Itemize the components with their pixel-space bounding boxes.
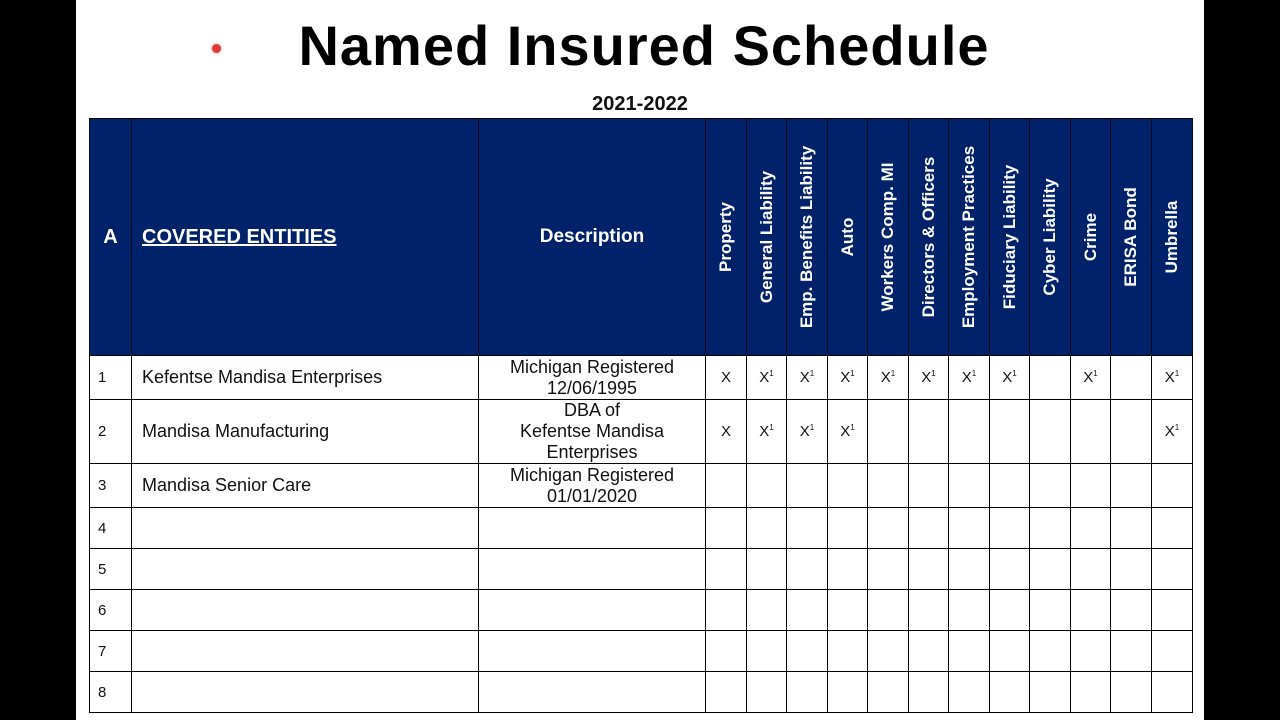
row-number: 7 xyxy=(90,631,132,672)
coverage-mark xyxy=(909,549,949,590)
coverage-mark xyxy=(949,464,990,508)
coverage-mark xyxy=(949,631,990,672)
entity-name xyxy=(132,672,479,713)
coverage-mark xyxy=(1152,590,1193,631)
coverage-mark xyxy=(949,590,990,631)
coverage-mark xyxy=(949,672,990,713)
header-description: Description xyxy=(479,119,706,356)
coverage-mark xyxy=(1152,672,1193,713)
coverage-mark xyxy=(828,549,868,590)
header-coverage-erisa-bond xyxy=(1111,119,1152,356)
coverage-mark xyxy=(1030,464,1071,508)
coverage-mark xyxy=(706,672,747,713)
coverage-mark: $X^1$ xyxy=(828,356,868,400)
entity-description xyxy=(479,631,706,672)
entity-name xyxy=(132,631,479,672)
table-row xyxy=(90,590,1193,631)
coverage-mark xyxy=(1111,508,1152,549)
coverage-mark: $X^1$ xyxy=(787,356,828,400)
coverage-label: Crime xyxy=(1080,212,1100,262)
coverage-mark xyxy=(747,508,787,549)
coverage-mark xyxy=(1071,590,1111,631)
coverage-mark xyxy=(990,464,1030,508)
entity-description xyxy=(479,508,706,549)
coverage-mark: $X^1$ xyxy=(747,356,787,400)
coverage-mark xyxy=(1111,356,1152,400)
coverage-mark xyxy=(868,508,909,549)
table-row xyxy=(90,549,1193,590)
entity-name xyxy=(132,508,479,549)
header-coverage-emp-benefits-liability xyxy=(787,119,828,356)
coverage-mark: $X^1$ xyxy=(1071,356,1111,400)
header-coverage-property xyxy=(706,119,747,356)
header-coverage-fiduciary-liability xyxy=(990,119,1030,356)
coverage-mark: $X^1$ xyxy=(909,356,949,400)
coverage-mark: $X^1$ xyxy=(787,400,828,464)
coverage-mark xyxy=(949,549,990,590)
insured-schedule-table xyxy=(89,118,1193,713)
coverage-mark xyxy=(868,672,909,713)
coverage-mark xyxy=(868,464,909,508)
coverage-mark: X xyxy=(706,400,747,464)
document-page xyxy=(76,0,1204,720)
header-coverage-workers-comp-mi xyxy=(868,119,909,356)
coverage-mark xyxy=(990,672,1030,713)
header-covered-entities: COVERED ENTITIES xyxy=(132,119,479,356)
coverage-mark xyxy=(1071,672,1111,713)
entity-description xyxy=(479,672,706,713)
coverage-mark xyxy=(990,508,1030,549)
entity-name: Mandisa Senior Care xyxy=(132,464,479,508)
table-row xyxy=(90,356,1193,400)
page-title: Named Insured Schedule xyxy=(298,14,990,77)
coverage-mark xyxy=(1030,356,1071,400)
table-row xyxy=(90,631,1193,672)
entity-name xyxy=(132,549,479,590)
coverage-mark xyxy=(909,464,949,508)
entity-description: Michigan Registered 01/01/2020 xyxy=(479,464,706,508)
header-a: A xyxy=(90,119,132,356)
coverage-mark xyxy=(1071,400,1111,464)
coverage-label: Directors & Officers xyxy=(918,156,938,318)
table-row xyxy=(90,672,1193,713)
coverage-mark xyxy=(828,464,868,508)
table-row xyxy=(90,400,1193,464)
coverage-mark xyxy=(828,508,868,549)
coverage-mark xyxy=(787,672,828,713)
coverage-mark xyxy=(706,631,747,672)
coverage-mark xyxy=(747,464,787,508)
coverage-mark xyxy=(747,672,787,713)
coverage-mark: $X^1$ xyxy=(828,400,868,464)
coverage-mark xyxy=(787,549,828,590)
year-label: 2021-2022 xyxy=(592,93,688,115)
coverage-mark xyxy=(868,549,909,590)
header-coverage-cyber-liability xyxy=(1030,119,1071,356)
coverage-mark xyxy=(787,464,828,508)
coverage-mark xyxy=(1030,508,1071,549)
coverage-mark xyxy=(1152,631,1193,672)
coverage-mark xyxy=(1111,631,1152,672)
coverage-mark xyxy=(909,590,949,631)
coverage-mark xyxy=(949,400,990,464)
coverage-label: Auto xyxy=(837,217,857,257)
entity-description: Michigan Registered 12/06/1995 xyxy=(479,356,706,400)
coverage-mark xyxy=(909,631,949,672)
row-number: 2 xyxy=(90,400,132,464)
coverage-mark: X xyxy=(706,356,747,400)
coverage-mark xyxy=(868,631,909,672)
coverage-mark xyxy=(1071,464,1111,508)
coverage-mark: $X^1$ xyxy=(1152,400,1193,464)
coverage-mark xyxy=(1111,549,1152,590)
coverage-mark: $X^1$ xyxy=(949,356,990,400)
coverage-mark xyxy=(787,590,828,631)
coverage-mark xyxy=(1111,590,1152,631)
coverage-mark xyxy=(909,400,949,464)
coverage-mark xyxy=(990,590,1030,631)
coverage-label: Fiduciary Liability xyxy=(999,164,1019,310)
coverage-mark xyxy=(706,464,747,508)
table-row xyxy=(90,508,1193,549)
coverage-mark xyxy=(706,549,747,590)
header-coverage-employment-practices xyxy=(949,119,990,356)
entity-description xyxy=(479,590,706,631)
coverage-mark xyxy=(990,549,1030,590)
coverage-mark xyxy=(949,508,990,549)
coverage-mark xyxy=(1071,549,1111,590)
row-number: 4 xyxy=(90,508,132,549)
coverage-label: Cyber Liability xyxy=(1040,178,1059,296)
entity-name xyxy=(132,590,479,631)
coverage-mark xyxy=(787,508,828,549)
coverage-mark xyxy=(1111,400,1152,464)
entity-description: DBA of Kefentse Mandisa Enterprises xyxy=(479,400,706,464)
coverage-mark xyxy=(909,672,949,713)
header-row xyxy=(90,119,1193,356)
coverage-mark xyxy=(1152,464,1193,508)
row-number: 8 xyxy=(90,672,132,713)
coverage-label: ERISA Bond xyxy=(1121,187,1140,287)
coverage-label: Workers Comp. MI xyxy=(878,162,897,312)
coverage-mark: $X^1$ xyxy=(868,356,909,400)
entity-description xyxy=(479,549,706,590)
coverage-label: Umbrella xyxy=(1162,200,1181,274)
coverage-mark xyxy=(1071,508,1111,549)
coverage-mark xyxy=(1030,672,1071,713)
coverage-mark xyxy=(1030,590,1071,631)
coverage-mark: $X^1$ xyxy=(747,400,787,464)
header-coverage-umbrella xyxy=(1152,119,1193,356)
coverage-mark xyxy=(1071,631,1111,672)
coverage-mark xyxy=(868,590,909,631)
coverage-mark xyxy=(706,590,747,631)
coverage-mark xyxy=(1152,508,1193,549)
row-number: 5 xyxy=(90,549,132,590)
coverage-label: General Liability xyxy=(756,170,776,304)
row-number: 3 xyxy=(90,464,132,508)
coverage-mark xyxy=(747,590,787,631)
coverage-mark xyxy=(747,549,787,590)
coverage-mark xyxy=(1111,464,1152,508)
coverage-mark xyxy=(828,631,868,672)
coverage-mark xyxy=(706,508,747,549)
coverage-mark xyxy=(909,508,949,549)
coverage-label: Employment Practices xyxy=(959,145,978,329)
row-number: 1 xyxy=(90,356,132,400)
coverage-mark: $X^1$ xyxy=(990,356,1030,400)
coverage-mark xyxy=(990,631,1030,672)
coverage-mark xyxy=(1111,672,1152,713)
coverage-mark: $X^1$ xyxy=(1152,356,1193,400)
entity-name: Kefentse Mandisa Enterprises xyxy=(132,356,479,400)
header-coverage-crime xyxy=(1071,119,1111,356)
coverage-label: Property xyxy=(716,202,735,272)
coverage-mark xyxy=(990,400,1030,464)
header-coverage-directors-officers xyxy=(909,119,949,356)
coverage-mark xyxy=(1030,549,1071,590)
coverage-mark xyxy=(868,400,909,464)
coverage-mark xyxy=(747,631,787,672)
row-number: 6 xyxy=(90,590,132,631)
header-coverage-auto xyxy=(828,119,868,356)
table-row xyxy=(90,464,1193,508)
coverage-mark xyxy=(1152,549,1193,590)
coverage-mark xyxy=(1030,631,1071,672)
header-coverage-general-liability xyxy=(747,119,787,356)
coverage-mark xyxy=(828,672,868,713)
coverage-mark xyxy=(828,590,868,631)
coverage-mark xyxy=(787,631,828,672)
coverage-mark xyxy=(1030,400,1071,464)
coverage-label: Emp. Benefits Liability xyxy=(797,145,816,329)
entity-name: Mandisa Manufacturing xyxy=(132,400,479,464)
